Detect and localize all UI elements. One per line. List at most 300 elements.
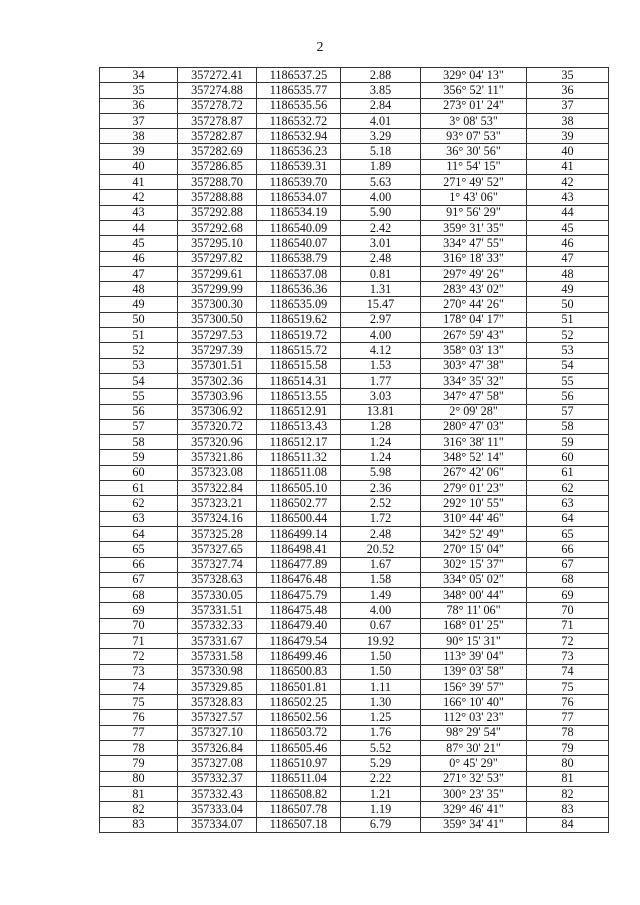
table-row: [100, 756, 609, 771]
point-number-cell: 48: [100, 282, 178, 297]
bearing-cell: 270° 15' 04": [421, 542, 527, 557]
distance-cell: 1.49: [341, 588, 421, 603]
x-coordinate-cell: 357295.10: [178, 236, 257, 251]
table-row: [100, 113, 609, 128]
bearing-cell: 280° 47' 03": [421, 419, 527, 434]
distance-cell: 13.81: [341, 404, 421, 419]
point-number-cell: 58: [100, 435, 178, 450]
y-coordinate-cell: 1186515.58: [257, 358, 341, 373]
distance-cell: 4.01: [341, 113, 421, 128]
y-coordinate-cell: 1186507.18: [257, 817, 341, 832]
distance-cell: 5.52: [341, 741, 421, 756]
bearing-cell: 1° 43' 06": [421, 190, 527, 205]
table-row: [100, 786, 609, 801]
table-row: [100, 618, 609, 633]
distance-cell: 1.67: [341, 557, 421, 572]
bearing-cell: 91° 56' 29": [421, 205, 527, 220]
next-point-cell: 64: [527, 511, 609, 526]
y-coordinate-cell: 1186536.23: [257, 144, 341, 159]
point-number-cell: 39: [100, 144, 178, 159]
distance-cell: 0.67: [341, 618, 421, 633]
y-coordinate-cell: 1186502.56: [257, 710, 341, 725]
x-coordinate-cell: 357332.33: [178, 618, 257, 633]
distance-cell: 15.47: [341, 297, 421, 312]
table-row: [100, 98, 609, 113]
y-coordinate-cell: 1186508.82: [257, 786, 341, 801]
distance-cell: 1.58: [341, 572, 421, 587]
bearing-cell: 348° 00' 44": [421, 588, 527, 603]
y-coordinate-cell: 1186537.25: [257, 68, 341, 83]
bearing-cell: 302° 15' 37": [421, 557, 527, 572]
next-point-cell: 69: [527, 588, 609, 603]
distance-cell: 5.18: [341, 144, 421, 159]
x-coordinate-cell: 357325.28: [178, 526, 257, 541]
point-number-cell: 66: [100, 557, 178, 572]
x-coordinate-cell: 357333.04: [178, 802, 257, 817]
x-coordinate-cell: 357332.43: [178, 786, 257, 801]
x-coordinate-cell: 357323.08: [178, 465, 257, 480]
distance-cell: 1.50: [341, 649, 421, 664]
x-coordinate-cell: 357320.72: [178, 419, 257, 434]
distance-cell: 1.89: [341, 159, 421, 174]
x-coordinate-cell: 357330.05: [178, 588, 257, 603]
table-row: [100, 205, 609, 220]
next-point-cell: 84: [527, 817, 609, 832]
bearing-cell: 358° 03' 13": [421, 343, 527, 358]
next-point-cell: 78: [527, 725, 609, 740]
x-coordinate-cell: 357327.08: [178, 756, 257, 771]
distance-cell: 3.85: [341, 83, 421, 98]
point-number-cell: 51: [100, 328, 178, 343]
distance-cell: 3.03: [341, 389, 421, 404]
x-coordinate-cell: 357278.87: [178, 113, 257, 128]
distance-cell: 1.53: [341, 358, 421, 373]
y-coordinate-cell: 1186538.79: [257, 251, 341, 266]
next-point-cell: 41: [527, 159, 609, 174]
y-coordinate-cell: 1186498.41: [257, 542, 341, 557]
x-coordinate-cell: 357334.07: [178, 817, 257, 832]
y-coordinate-cell: 1186519.72: [257, 328, 341, 343]
distance-cell: 1.31: [341, 282, 421, 297]
y-coordinate-cell: 1186513.55: [257, 389, 341, 404]
bearing-cell: 113° 39' 04": [421, 649, 527, 664]
table-row: [100, 633, 609, 648]
table-row: [100, 144, 609, 159]
next-point-cell: 49: [527, 282, 609, 297]
table-row: [100, 496, 609, 511]
bearing-cell: 270° 44' 26": [421, 297, 527, 312]
x-coordinate-cell: 357321.86: [178, 450, 257, 465]
point-number-cell: 46: [100, 251, 178, 266]
table-row: [100, 725, 609, 740]
bearing-cell: 271° 32' 53": [421, 771, 527, 786]
next-point-cell: 60: [527, 450, 609, 465]
next-point-cell: 81: [527, 771, 609, 786]
next-point-cell: 48: [527, 266, 609, 281]
table-row: [100, 129, 609, 144]
point-number-cell: 37: [100, 113, 178, 128]
next-point-cell: 47: [527, 251, 609, 266]
table-row: [100, 817, 609, 832]
bearing-cell: 267° 59' 43": [421, 328, 527, 343]
next-point-cell: 83: [527, 802, 609, 817]
next-point-cell: 75: [527, 679, 609, 694]
y-coordinate-cell: 1186505.10: [257, 481, 341, 496]
distance-cell: 2.36: [341, 481, 421, 496]
bearing-cell: 279° 01' 23": [421, 481, 527, 496]
y-coordinate-cell: 1186510.97: [257, 756, 341, 771]
bearing-cell: 329° 04' 13": [421, 68, 527, 83]
bearing-cell: 297° 49' 26": [421, 266, 527, 281]
bearing-cell: 329° 46' 41": [421, 802, 527, 817]
distance-cell: 1.72: [341, 511, 421, 526]
bearing-cell: 348° 52' 14": [421, 450, 527, 465]
y-coordinate-cell: 1186479.54: [257, 633, 341, 648]
bearing-cell: 283° 43' 02": [421, 282, 527, 297]
next-point-cell: 66: [527, 542, 609, 557]
x-coordinate-cell: 357274.88: [178, 83, 257, 98]
next-point-cell: 39: [527, 129, 609, 144]
point-number-cell: 56: [100, 404, 178, 419]
next-point-cell: 50: [527, 297, 609, 312]
distance-cell: 1.19: [341, 802, 421, 817]
distance-cell: 5.98: [341, 465, 421, 480]
table-row: [100, 465, 609, 480]
y-coordinate-cell: 1186513.43: [257, 419, 341, 434]
distance-cell: 1.24: [341, 435, 421, 450]
y-coordinate-cell: 1186499.46: [257, 649, 341, 664]
y-coordinate-cell: 1186514.31: [257, 373, 341, 388]
next-point-cell: 65: [527, 526, 609, 541]
point-number-cell: 76: [100, 710, 178, 725]
point-number-cell: 80: [100, 771, 178, 786]
coordinates-table: [99, 67, 609, 833]
point-number-cell: 63: [100, 511, 178, 526]
y-coordinate-cell: 1186503.72: [257, 725, 341, 740]
table-row: [100, 282, 609, 297]
x-coordinate-cell: 357322.84: [178, 481, 257, 496]
distance-cell: 1.76: [341, 725, 421, 740]
bearing-cell: 93° 07' 53": [421, 129, 527, 144]
bearing-cell: 292° 10' 55": [421, 496, 527, 511]
bearing-cell: 334° 47' 55": [421, 236, 527, 251]
x-coordinate-cell: 357332.37: [178, 771, 257, 786]
distance-cell: 19.92: [341, 633, 421, 648]
distance-cell: 1.11: [341, 679, 421, 694]
x-coordinate-cell: 357292.68: [178, 220, 257, 235]
next-point-cell: 52: [527, 328, 609, 343]
bearing-cell: 139° 03' 58": [421, 664, 527, 679]
distance-cell: 3.29: [341, 129, 421, 144]
x-coordinate-cell: 357292.88: [178, 205, 257, 220]
table-row: [100, 679, 609, 694]
table-row: [100, 266, 609, 281]
distance-cell: 2.52: [341, 496, 421, 511]
next-point-cell: 80: [527, 756, 609, 771]
x-coordinate-cell: 357331.51: [178, 603, 257, 618]
table-row: [100, 68, 609, 83]
table-row: [100, 450, 609, 465]
table-row: [100, 603, 609, 618]
table-row: [100, 542, 609, 557]
y-coordinate-cell: 1186512.17: [257, 435, 341, 450]
y-coordinate-cell: 1186519.62: [257, 312, 341, 327]
bearing-cell: 334° 05' 02": [421, 572, 527, 587]
next-point-cell: 58: [527, 419, 609, 434]
table-row: [100, 572, 609, 587]
table-row: [100, 511, 609, 526]
table-row: [100, 802, 609, 817]
bearing-cell: 156° 39' 57": [421, 679, 527, 694]
table-row: [100, 220, 609, 235]
y-coordinate-cell: 1186479.40: [257, 618, 341, 633]
distance-cell: 2.84: [341, 98, 421, 113]
y-coordinate-cell: 1186540.09: [257, 220, 341, 235]
next-point-cell: 77: [527, 710, 609, 725]
table-row: [100, 710, 609, 725]
point-number-cell: 78: [100, 741, 178, 756]
table-row: [100, 741, 609, 756]
table-row: [100, 649, 609, 664]
y-coordinate-cell: 1186507.78: [257, 802, 341, 817]
x-coordinate-cell: 357299.99: [178, 282, 257, 297]
bearing-cell: 273° 01' 24": [421, 98, 527, 113]
distance-cell: 2.22: [341, 771, 421, 786]
point-number-cell: 65: [100, 542, 178, 557]
bearing-cell: 36° 30' 56": [421, 144, 527, 159]
y-coordinate-cell: 1186511.08: [257, 465, 341, 480]
x-coordinate-cell: 357299.61: [178, 266, 257, 281]
table-row: [100, 588, 609, 603]
bearing-cell: 300° 23' 35": [421, 786, 527, 801]
point-number-cell: 68: [100, 588, 178, 603]
next-point-cell: 44: [527, 205, 609, 220]
x-coordinate-cell: 357327.10: [178, 725, 257, 740]
table-row: [100, 159, 609, 174]
bearing-cell: 359° 34' 41": [421, 817, 527, 832]
y-coordinate-cell: 1186539.70: [257, 175, 341, 190]
bearing-cell: 334° 35' 32": [421, 373, 527, 388]
point-number-cell: 64: [100, 526, 178, 541]
distance-cell: 0.81: [341, 266, 421, 281]
x-coordinate-cell: 357323.21: [178, 496, 257, 511]
bearing-cell: 178° 04' 17": [421, 312, 527, 327]
table-row: [100, 236, 609, 251]
y-coordinate-cell: 1186540.07: [257, 236, 341, 251]
y-coordinate-cell: 1186476.48: [257, 572, 341, 587]
x-coordinate-cell: 357297.82: [178, 251, 257, 266]
y-coordinate-cell: 1186500.83: [257, 664, 341, 679]
x-coordinate-cell: 357286.85: [178, 159, 257, 174]
x-coordinate-cell: 357331.58: [178, 649, 257, 664]
distance-cell: 1.21: [341, 786, 421, 801]
next-point-cell: 43: [527, 190, 609, 205]
next-point-cell: 82: [527, 786, 609, 801]
table-row: [100, 526, 609, 541]
table-row: [100, 190, 609, 205]
next-point-cell: 35: [527, 68, 609, 83]
x-coordinate-cell: 357306.92: [178, 404, 257, 419]
y-coordinate-cell: 1186502.25: [257, 695, 341, 710]
point-number-cell: 40: [100, 159, 178, 174]
bearing-cell: 316° 38' 11": [421, 435, 527, 450]
y-coordinate-cell: 1186534.19: [257, 205, 341, 220]
next-point-cell: 53: [527, 343, 609, 358]
y-coordinate-cell: 1186534.07: [257, 190, 341, 205]
bearing-cell: 3° 08' 53": [421, 113, 527, 128]
y-coordinate-cell: 1186511.04: [257, 771, 341, 786]
table-row: [100, 557, 609, 572]
y-coordinate-cell: 1186535.09: [257, 297, 341, 312]
bearing-cell: 303° 47' 38": [421, 358, 527, 373]
x-coordinate-cell: 357320.96: [178, 435, 257, 450]
table-row: [100, 771, 609, 786]
y-coordinate-cell: 1186535.77: [257, 83, 341, 98]
point-number-cell: 75: [100, 695, 178, 710]
distance-cell: 1.30: [341, 695, 421, 710]
x-coordinate-cell: 357278.72: [178, 98, 257, 113]
x-coordinate-cell: 357300.50: [178, 312, 257, 327]
y-coordinate-cell: 1186505.46: [257, 741, 341, 756]
point-number-cell: 49: [100, 297, 178, 312]
distance-cell: 1.24: [341, 450, 421, 465]
distance-cell: 3.01: [341, 236, 421, 251]
y-coordinate-cell: 1186537.08: [257, 266, 341, 281]
y-coordinate-cell: 1186502.77: [257, 496, 341, 511]
bearing-cell: 78° 11' 06": [421, 603, 527, 618]
point-number-cell: 71: [100, 633, 178, 648]
y-coordinate-cell: 1186515.72: [257, 343, 341, 358]
next-point-cell: 61: [527, 465, 609, 480]
distance-cell: 2.88: [341, 68, 421, 83]
next-point-cell: 59: [527, 435, 609, 450]
x-coordinate-cell: 357324.16: [178, 511, 257, 526]
next-point-cell: 55: [527, 373, 609, 388]
bearing-cell: 359° 31' 35": [421, 220, 527, 235]
distance-cell: 4.00: [341, 603, 421, 618]
point-number-cell: 83: [100, 817, 178, 832]
next-point-cell: 42: [527, 175, 609, 190]
y-coordinate-cell: 1186501.81: [257, 679, 341, 694]
next-point-cell: 45: [527, 220, 609, 235]
next-point-cell: 73: [527, 649, 609, 664]
next-point-cell: 36: [527, 83, 609, 98]
bearing-cell: 168° 01' 25": [421, 618, 527, 633]
x-coordinate-cell: 357330.98: [178, 664, 257, 679]
point-number-cell: 72: [100, 649, 178, 664]
point-number-cell: 42: [100, 190, 178, 205]
distance-cell: 2.42: [341, 220, 421, 235]
table-row: [100, 481, 609, 496]
x-coordinate-cell: 357301.51: [178, 358, 257, 373]
x-coordinate-cell: 357288.88: [178, 190, 257, 205]
table-row: [100, 83, 609, 98]
x-coordinate-cell: 357331.67: [178, 633, 257, 648]
distance-cell: 6.79: [341, 817, 421, 832]
bearing-cell: 0° 45' 29": [421, 756, 527, 771]
point-number-cell: 70: [100, 618, 178, 633]
table-row: [100, 312, 609, 327]
y-coordinate-cell: 1186539.31: [257, 159, 341, 174]
bearing-cell: 2° 09' 28": [421, 404, 527, 419]
y-coordinate-cell: 1186477.89: [257, 557, 341, 572]
point-number-cell: 53: [100, 358, 178, 373]
table-row: [100, 251, 609, 266]
next-point-cell: 72: [527, 633, 609, 648]
y-coordinate-cell: 1186535.56: [257, 98, 341, 113]
bearing-cell: 271° 49' 52": [421, 175, 527, 190]
point-number-cell: 47: [100, 266, 178, 281]
next-point-cell: 40: [527, 144, 609, 159]
point-number-cell: 82: [100, 802, 178, 817]
x-coordinate-cell: 357297.39: [178, 343, 257, 358]
next-point-cell: 67: [527, 557, 609, 572]
point-number-cell: 57: [100, 419, 178, 434]
point-number-cell: 67: [100, 572, 178, 587]
bearing-cell: 316° 18' 33": [421, 251, 527, 266]
point-number-cell: 59: [100, 450, 178, 465]
point-number-cell: 36: [100, 98, 178, 113]
point-number-cell: 69: [100, 603, 178, 618]
y-coordinate-cell: 1186475.48: [257, 603, 341, 618]
bearing-cell: 166° 10' 40": [421, 695, 527, 710]
y-coordinate-cell: 1186532.94: [257, 129, 341, 144]
table-row: [100, 343, 609, 358]
distance-cell: 4.12: [341, 343, 421, 358]
point-number-cell: 44: [100, 220, 178, 235]
x-coordinate-cell: 357327.57: [178, 710, 257, 725]
distance-cell: 5.90: [341, 205, 421, 220]
next-point-cell: 74: [527, 664, 609, 679]
x-coordinate-cell: 357326.84: [178, 741, 257, 756]
table-row: [100, 328, 609, 343]
point-number-cell: 50: [100, 312, 178, 327]
bearing-cell: 267° 42' 06": [421, 465, 527, 480]
point-number-cell: 77: [100, 725, 178, 740]
x-coordinate-cell: 357300.30: [178, 297, 257, 312]
distance-cell: 2.48: [341, 251, 421, 266]
x-coordinate-cell: 357328.63: [178, 572, 257, 587]
next-point-cell: 63: [527, 496, 609, 511]
y-coordinate-cell: 1186511.32: [257, 450, 341, 465]
distance-cell: 2.48: [341, 526, 421, 541]
y-coordinate-cell: 1186536.36: [257, 282, 341, 297]
point-number-cell: 60: [100, 465, 178, 480]
distance-cell: 5.63: [341, 175, 421, 190]
x-coordinate-cell: 357297.53: [178, 328, 257, 343]
x-coordinate-cell: 357302.36: [178, 373, 257, 388]
y-coordinate-cell: 1186475.79: [257, 588, 341, 603]
table-row: [100, 664, 609, 679]
next-point-cell: 46: [527, 236, 609, 251]
distance-cell: 1.25: [341, 710, 421, 725]
distance-cell: 1.50: [341, 664, 421, 679]
point-number-cell: 35: [100, 83, 178, 98]
point-number-cell: 34: [100, 68, 178, 83]
distance-cell: 1.28: [341, 419, 421, 434]
x-coordinate-cell: 357282.87: [178, 129, 257, 144]
next-point-cell: 51: [527, 312, 609, 327]
point-number-cell: 55: [100, 389, 178, 404]
distance-cell: 4.00: [341, 190, 421, 205]
x-coordinate-cell: 357327.65: [178, 542, 257, 557]
next-point-cell: 68: [527, 572, 609, 587]
point-number-cell: 81: [100, 786, 178, 801]
table-row: [100, 175, 609, 190]
next-point-cell: 71: [527, 618, 609, 633]
distance-cell: 2.97: [341, 312, 421, 327]
next-point-cell: 79: [527, 741, 609, 756]
